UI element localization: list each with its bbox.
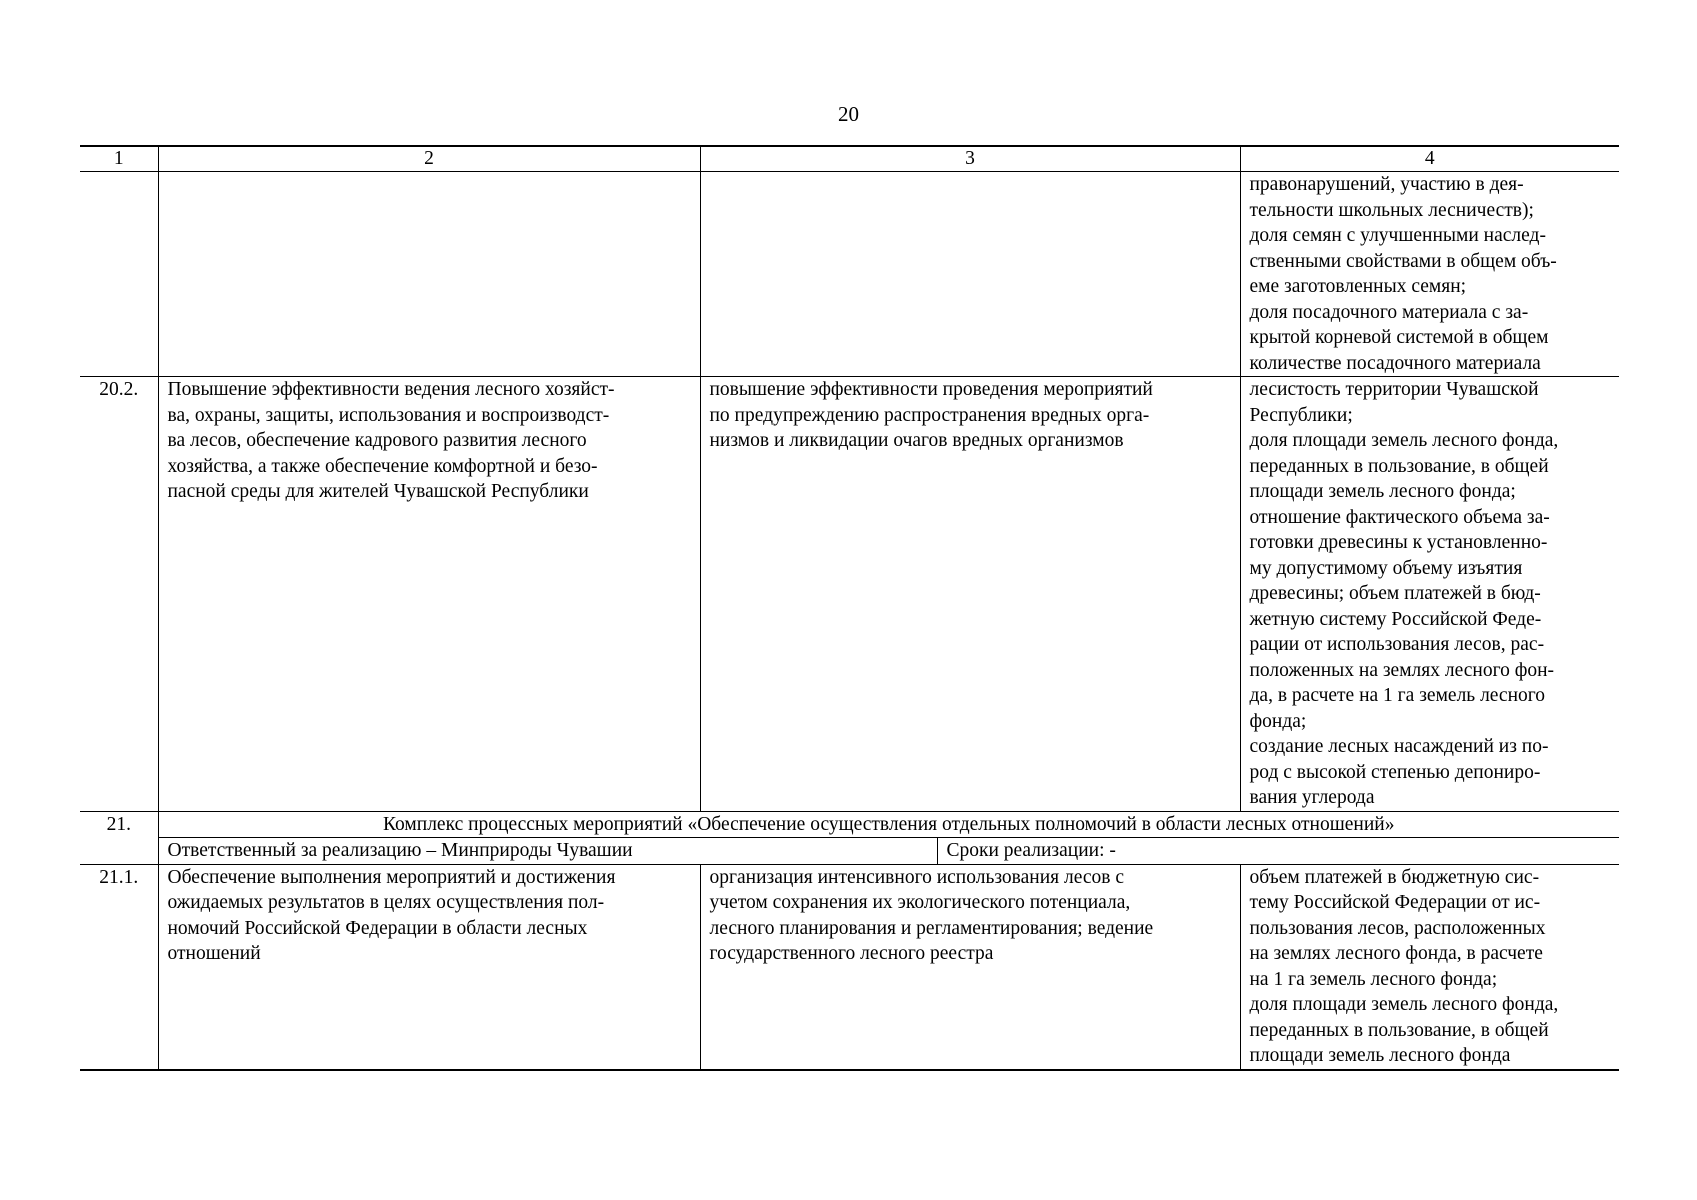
row-number: 20.2. xyxy=(80,377,158,812)
text-line: ва, охраны, защиты, использования и воспроизводст- xyxy=(167,404,610,426)
text-line: готовки древесины к установленно- xyxy=(1249,532,1548,553)
page-number: 20 xyxy=(838,102,859,126)
text-line: еме заготовленных семян; xyxy=(1249,276,1467,297)
text-line: доля посадочного материала с за- xyxy=(1249,301,1529,323)
text-line: му допустимому объему изъятия xyxy=(1249,557,1523,579)
row-result xyxy=(700,864,1240,1070)
text-line: учетом сохранения их экологического потенциала, xyxy=(709,892,1131,913)
responsible-cell xyxy=(158,838,1619,865)
text-line: Обеспечение выполнения мероприятий и достижения xyxy=(167,866,616,888)
row-number: 21. xyxy=(80,811,158,838)
text-line: доля площади земель лесного фонда, xyxy=(1249,430,1559,451)
table-row-21-1 xyxy=(80,864,1619,1070)
text-line: лесного планирования и регламентирования; ведение xyxy=(709,917,1154,939)
row-task xyxy=(158,864,700,1070)
text-line: на 1 га земель лесного фонда; xyxy=(1249,968,1498,990)
text-line: древесины; объем платежей в бюд- xyxy=(1249,583,1541,604)
text-line: количестве посадочного материала xyxy=(1249,352,1541,374)
text-line: род с высокой степенью депониро- xyxy=(1249,761,1541,783)
text-line: лесистость территории Чувашской xyxy=(1249,379,1539,400)
text-line: фонда; xyxy=(1249,710,1307,732)
text-line: тельности школьных лесничеств); xyxy=(1249,199,1534,221)
text-line: площади земель лесного фонда; xyxy=(1249,481,1516,502)
text-line: отношений xyxy=(167,943,261,964)
text-line: государственного лесного реестра xyxy=(709,943,994,964)
complex-title: Комплекс процессных мероприятий «Обеспечение осуществления отдельных полномочий в области лесных отношений» xyxy=(158,811,1619,838)
header-cell-1: 1 xyxy=(80,146,158,172)
program-table xyxy=(80,145,1619,1071)
text-line: номочий Российской Федерации в области лесных xyxy=(167,917,588,939)
table-row-21-complex xyxy=(80,811,1619,838)
text-line: организация интенсивного использования лесов с xyxy=(709,866,1125,888)
table-header-row xyxy=(80,146,1619,172)
text-line: площади земель лесного фонда xyxy=(1249,1045,1511,1066)
row-result xyxy=(700,377,1240,812)
text-line: да, в расчете на 1 га земель лесного xyxy=(1249,685,1546,706)
text-line: объем платежей в бюджетную сис- xyxy=(1249,866,1540,888)
text-line: пользования лесов, расположенных xyxy=(1249,917,1546,939)
implementation-deadlines: Сроки реализации: - xyxy=(946,840,1116,861)
text-line: создание лесных насаждений из по- xyxy=(1249,736,1549,757)
header-cell-2: 2 xyxy=(158,146,700,172)
text-line: Повышение эффективности ведения лесного хозяйст- xyxy=(167,379,615,400)
row-number: 21.1. xyxy=(80,864,158,1070)
text-line: низмов и ликвидации очагов вредных организмов xyxy=(709,430,1124,451)
table-row-21-responsible xyxy=(80,838,1619,865)
text-line: ственными свойствами в общем объ- xyxy=(1249,250,1557,272)
row-indicators xyxy=(1240,864,1619,1070)
row-indicators xyxy=(1240,377,1619,812)
text-line: Республики; xyxy=(1249,404,1353,426)
row-result xyxy=(700,172,1240,377)
text-line: пасной среды для жителей Чувашской Республики xyxy=(167,481,589,502)
text-line: жетную систему Российской Феде- xyxy=(1249,608,1542,630)
table-row-continuation xyxy=(80,172,1619,377)
row-indicators xyxy=(1240,172,1619,377)
text-line: по предупреждению распространения вредных орга- xyxy=(709,404,1150,426)
text-line: на землях лесного фонда, в расчете xyxy=(1249,943,1543,964)
text-line: ожидаемых результатов в целях осуществления пол- xyxy=(167,892,605,913)
header-cell-3: 3 xyxy=(700,146,1240,172)
text-line: положенных на землях лесного фон- xyxy=(1249,659,1555,681)
text-line: повышение эффективности проведения мероприятий xyxy=(709,379,1153,400)
row-task xyxy=(158,377,700,812)
header-cell-4: 4 xyxy=(1240,146,1619,172)
row-number xyxy=(80,172,158,377)
text-line: переданных в пользование, в общей xyxy=(1249,1019,1549,1041)
row-number-empty xyxy=(80,838,158,865)
text-line: рации от использования лесов, рас- xyxy=(1249,634,1545,655)
text-line: отношение фактического объема за- xyxy=(1249,506,1550,528)
row-task xyxy=(158,172,700,377)
text-line: тему Российской Федерации от ис- xyxy=(1249,892,1541,913)
text-line: переданных в пользование, в общей xyxy=(1249,455,1549,477)
text-line: хозяйства, а также обеспечение комфортной и безо- xyxy=(167,455,598,477)
text-line: вания углерода xyxy=(1249,787,1375,808)
text-line: правонарушений, участию в дея- xyxy=(1249,174,1524,195)
text-line: крытой корневой системой в общем xyxy=(1249,327,1549,348)
table-row-20-2 xyxy=(80,377,1619,812)
text-line: доля семян с улучшенными наслед- xyxy=(1249,225,1546,246)
text-line: доля площади земель лесного фонда, xyxy=(1249,994,1559,1015)
responsible-executor: Ответственный за реализацию – Минприроды Чувашии xyxy=(159,838,938,864)
text-line: ва лесов, обеспечение кадрового развития лесного xyxy=(167,430,587,451)
